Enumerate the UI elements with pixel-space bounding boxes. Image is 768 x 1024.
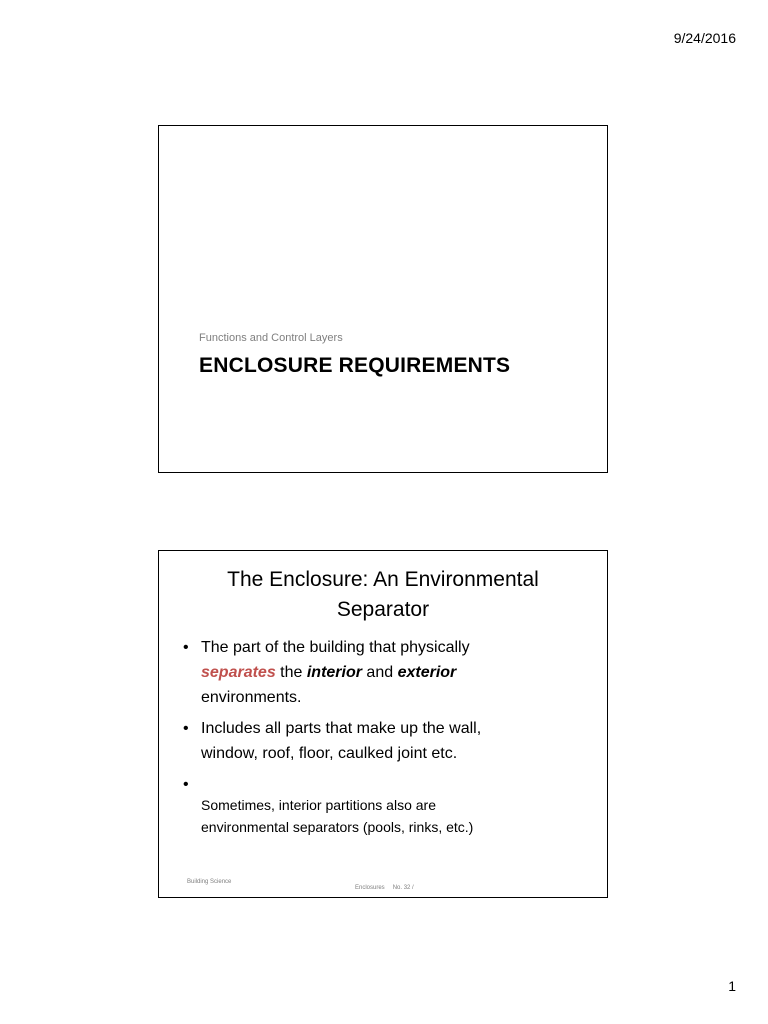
bullet-2-line-2: window, roof, floor, caulked joint etc. [201, 745, 458, 762]
bullet-item-2 [183, 716, 587, 766]
slide-title: ENCLOSURE REQUIREMENTS [199, 354, 511, 377]
bullet-3-text [201, 794, 587, 838]
slide-footer-center [355, 885, 414, 891]
slide-title-line-1: The Enclosure: An Environmental [227, 568, 539, 591]
slide-footer-number: No. 32 / [392, 885, 414, 891]
slide-title [159, 565, 607, 625]
emphasis-exterior: exterior [397, 664, 457, 681]
bullet-icon: • [183, 639, 189, 656]
bullet-3-spacer [201, 772, 587, 792]
bullet-1-word-the: the [275, 664, 307, 681]
slide-footer-topic: Enclosures [355, 885, 385, 891]
bullet-3-line-1: Sometimes, interior partitions also are [201, 797, 436, 813]
slide-thumbnail-1 [158, 125, 608, 473]
bullet-3-line-2: environmental separators (pools, rinks, etc.) [201, 819, 474, 835]
bullet-1-line-3: environments. [201, 689, 302, 706]
slide-title-line-2: Separator [336, 598, 430, 621]
bullet-1-line-1: The part of the building that physically [201, 639, 470, 656]
emphasis-interior: interior [306, 664, 362, 681]
bullet-list [183, 635, 587, 844]
bullet-2-line-1: Includes all parts that make up the wall, [201, 720, 482, 737]
bullet-item-3 [183, 772, 587, 838]
bullet-icon: • [183, 720, 189, 737]
slide-thumbnail-2 [158, 550, 608, 898]
page-number: 1 [728, 978, 736, 994]
bullet-icon: • [183, 776, 189, 793]
slide-subtitle: Functions and Control Layers [199, 332, 343, 344]
emphasis-separates: separates [201, 664, 276, 681]
print-date: 9/24/2016 [673, 30, 736, 46]
bullet-1-line-2 [201, 660, 587, 685]
bullet-item-1 [183, 635, 587, 710]
slide-footer-left: Building Science [187, 879, 232, 885]
bullet-1-word-and: and [361, 664, 398, 681]
